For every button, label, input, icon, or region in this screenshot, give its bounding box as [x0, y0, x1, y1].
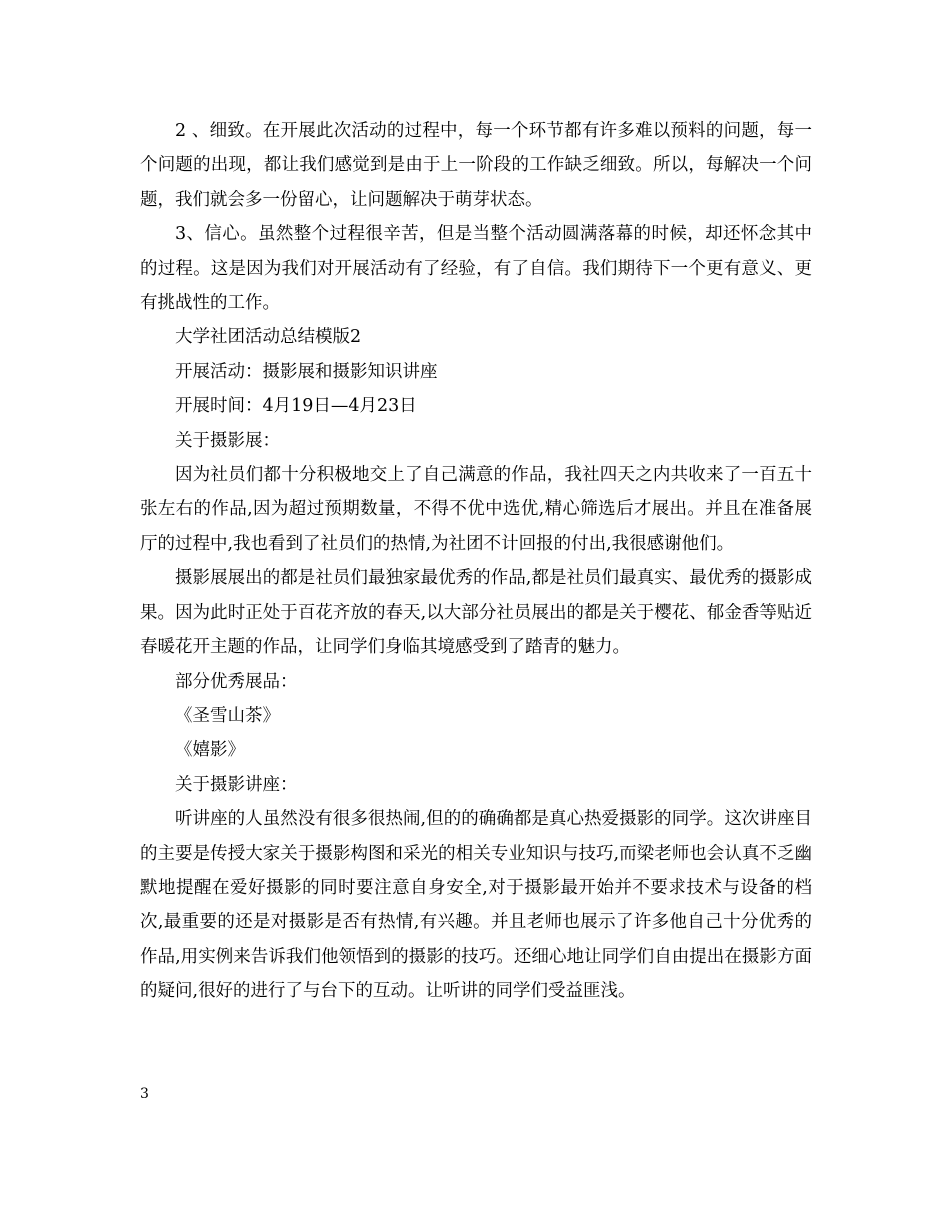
works-heading: 部分优秀展品：	[175, 671, 298, 692]
paragraph-confidence: 3、信心。虽然整个过程很辛苦，但是当整个活动圆满落幕的时候，却还怀念其中的过程。这是因为我们对开展活动有了经验，有了自信。我们期待下一个更有意义、更有挑战性的工作。	[140, 224, 812, 314]
paragraph-lecture: 听讲座的人虽然没有很多很热闹,但的的确确都是真心热爱摄影的同学。这次讲座目的主要是传授大家关于摄影构图和采光的相关专业知识与技巧,而梁老师也会认真不乏幽默地提醒在爱好摄影的同时要注意自身安全,对于摄影最开始并不要求技术与设备的档次,最重要的还是对摄影是否有热情,有兴趣。并且老师也展示了许多他自己十分优秀的作品,用实例来告诉我们他领悟到的摄影的技巧。还细心地让同学们自由提出在摄影方面的疑问,很好的进行了与台下的互动。让听讲的同学们受益匪浅。	[140, 809, 812, 1002]
work-title-2: 《嬉影》	[175, 740, 245, 761]
page-number: 3	[140, 1086, 149, 1102]
document-body	[140, 114, 812, 1009]
paragraph-detail: 2 、细致。在开展此次活动的过程中，每一个环节都有许多难以预料的问题，每一个问题的出现，都让我们感觉到是由于上一阶段的工作缺乏细致。所以，每解决一个问题，我们就会多一份留心，让问题解决于萌芽状态。	[140, 121, 812, 210]
paragraph-exhibition-1: 因为社员们都十分积极地交上了自己满意的作品，我社四天之内共收来了一百五十张左右的作品,因为超过预期数量，不得不优中选优,精心筛选后才展出。并且在准备展厅的过程中,我也看到了社员们的热情,为社团不计回报的付出,我很感谢他们。	[140, 465, 812, 554]
exhibition-heading: 关于摄影展：	[175, 430, 280, 451]
time-line: 开展时间：4月19日—4月23日	[175, 396, 417, 417]
paragraph-exhibition-2: 摄影展展出的都是社员们最独家最优秀的作品,都是社员们最真实、最优秀的摄影成果。因为此时正处于百花齐放的春天,以大部分社员展出的都是关于樱花、郁金香等贴近春暖花开主题的作品，让同学们身临其境感受到了踏青的魅力。	[140, 568, 812, 658]
work-title-1: 《圣雪山茶》	[175, 705, 280, 726]
section-title: 大学社团活动总结模版2	[175, 327, 362, 348]
lecture-heading: 关于摄影讲座：	[175, 774, 298, 795]
activity-line: 开展活动：摄影展和摄影知识讲座	[175, 361, 438, 382]
